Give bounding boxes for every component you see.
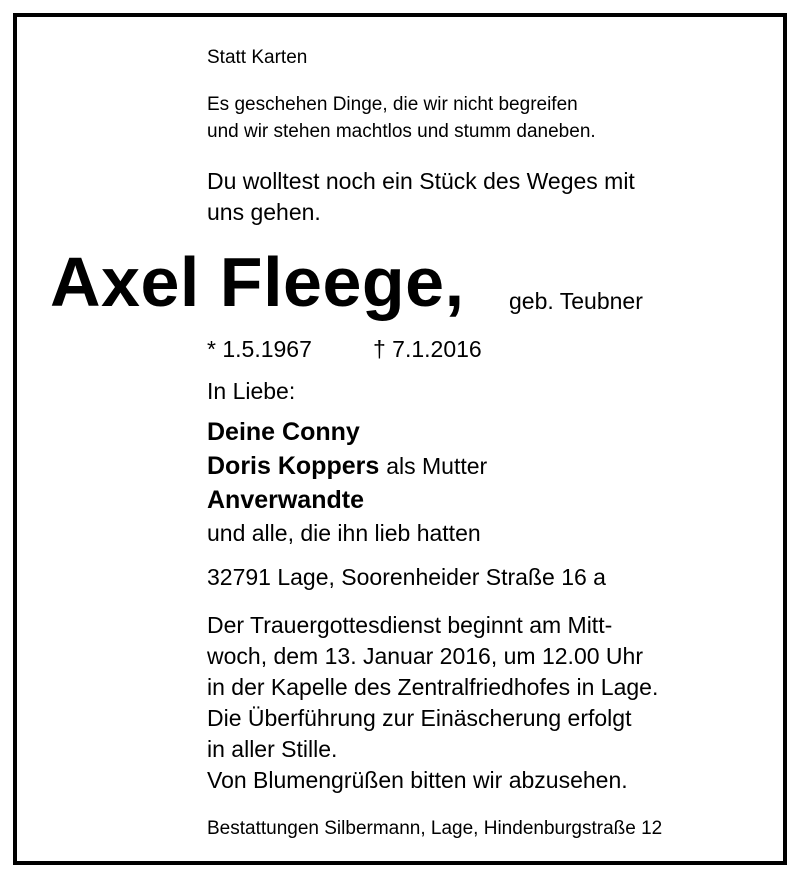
service-line-4: Die Überführung zur Einäscherung erfolgt: [207, 705, 632, 731]
birth-name: geb. Teubner: [509, 288, 643, 314]
verse-line-3: Du wolltest noch ein Stück des Weges mit: [207, 168, 635, 194]
mourners-others: und alle, die ihn lieb hatten: [207, 520, 481, 546]
verse-line-2: und wir stehen machtlos und stumm daneben.: [207, 121, 596, 142]
service-line-1: Der Trauergottesdienst beginnt am Mitt-: [207, 612, 613, 638]
birth-date: * 1.5.1967: [207, 336, 312, 362]
service-line-5: in aller Stille.: [207, 736, 338, 762]
address-text: 32791 Lage, Soorenheider Straße 16 a: [207, 564, 606, 590]
service-line-2: woch, dem 13. Januar 2016, um 12.00 Uhr: [207, 643, 643, 669]
service-line-6: Von Blumengrüßen bitten wir abzusehen.: [207, 767, 628, 793]
deceased-name: Axel Fleege,: [50, 243, 465, 321]
mourner-1: Deine Conny: [207, 418, 360, 446]
death-date: † 7.1.2016: [373, 336, 482, 362]
service-line-3: in der Kapelle des Zentralfriedhofes in Lage.: [207, 674, 659, 700]
statt-karten-text: Statt Karten: [207, 47, 308, 68]
mourners-intro: In Liebe:: [207, 378, 296, 404]
undertaker-text: Bestattungen Silbermann, Lage, Hindenburgstraße 12: [207, 818, 663, 839]
mourner-3: Anverwandte: [207, 486, 364, 514]
mourner-2-role: als Mutter: [386, 453, 488, 479]
verse-line-1: Es geschehen Dinge, die wir nicht begreifen: [207, 94, 578, 115]
mourner-2-name: Doris Koppers: [207, 452, 380, 480]
mourner-2-row: [207, 454, 487, 479]
obituary-notice: [13, 13, 787, 865]
verse-line-4: uns gehen.: [207, 199, 321, 225]
